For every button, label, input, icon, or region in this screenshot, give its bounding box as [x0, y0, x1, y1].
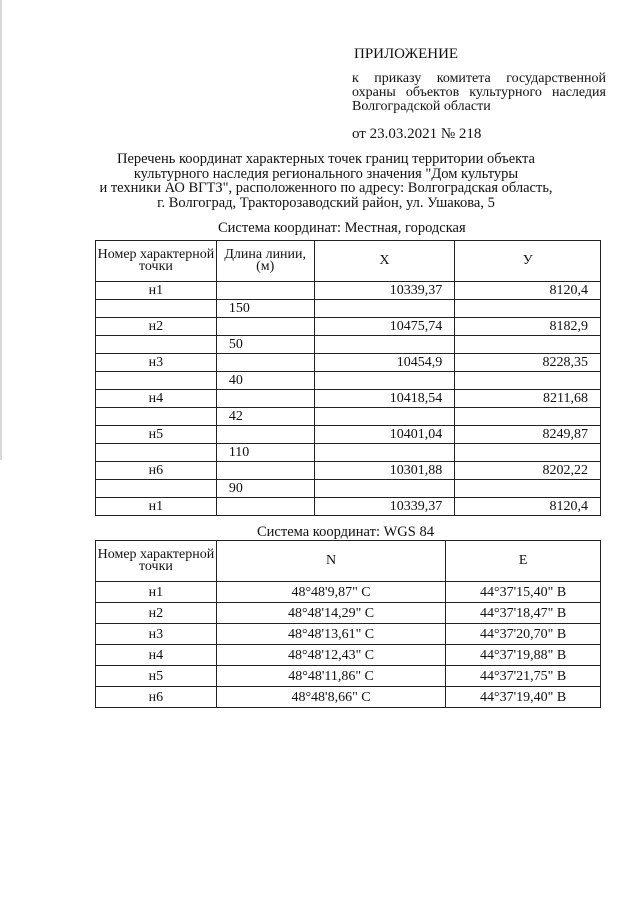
cell-length	[216, 282, 314, 300]
cell-point	[96, 480, 217, 498]
cell-y	[455, 372, 601, 390]
cell-point: н2	[96, 318, 217, 336]
cell-point: н3	[96, 624, 217, 645]
header-line-length: Длина линии, (м)	[216, 241, 314, 282]
cell-x: 10401,04	[314, 426, 455, 444]
table-header-row	[96, 241, 601, 282]
table-row	[96, 666, 601, 687]
cell-length: 150	[216, 300, 314, 318]
header-e: E	[446, 541, 601, 582]
local-system-caption: Система координат: Местная, городская	[218, 220, 466, 236]
table-row	[96, 354, 601, 372]
cell-length: 40	[216, 372, 314, 390]
cell-y	[455, 480, 601, 498]
table-row	[96, 336, 601, 354]
cell-point: н6	[96, 687, 217, 708]
cell-point: н4	[96, 390, 217, 408]
cell-point	[96, 372, 217, 390]
table-row	[96, 372, 601, 390]
table-row	[96, 480, 601, 498]
cell-point: н5	[96, 666, 217, 687]
cell-length	[216, 318, 314, 336]
cell-length	[216, 462, 314, 480]
header-y: У	[455, 241, 601, 282]
cell-x: 10475,74	[314, 318, 455, 336]
cell-n: 48°48'13,61" С	[216, 624, 445, 645]
cell-y	[455, 300, 601, 318]
cell-y	[455, 444, 601, 462]
cell-length	[216, 498, 314, 516]
cell-y	[455, 336, 601, 354]
cell-e: 44°37'19,40" В	[446, 687, 601, 708]
cell-e: 44°37'15,40" В	[446, 582, 601, 603]
cell-n: 48°48'14,29" С	[216, 603, 445, 624]
table-row	[96, 426, 601, 444]
cell-y: 8120,4	[455, 498, 601, 516]
cell-y: 8211,68	[455, 390, 601, 408]
table-row	[96, 444, 601, 462]
order-reference: к приказу комитета государственной охраны объектов культурного наследия Волгоградской области	[352, 71, 606, 114]
cell-x: 10301,88	[314, 462, 455, 480]
cell-n: 48°48'12,43" С	[216, 645, 445, 666]
cell-y: 8120,4	[455, 282, 601, 300]
table-row	[96, 582, 601, 603]
header-point-number: Номер характерной точки	[96, 241, 217, 282]
cell-length: 110	[216, 444, 314, 462]
cell-y: 8202,22	[455, 462, 601, 480]
cell-x	[314, 444, 455, 462]
table-row	[96, 462, 601, 480]
cell-point	[96, 408, 217, 426]
table-row	[96, 390, 601, 408]
cell-e: 44°37'18,47" В	[446, 603, 601, 624]
cell-length: 42	[216, 408, 314, 426]
cell-x: 10418,54	[314, 390, 455, 408]
cell-point	[96, 336, 217, 354]
cell-point	[96, 444, 217, 462]
cell-e: 44°37'19,88" В	[446, 645, 601, 666]
appendix-label: ПРИЛОЖЕНИЕ	[354, 46, 459, 62]
cell-point: н6	[96, 462, 217, 480]
cell-n: 48°48'11,86" С	[216, 666, 445, 687]
cell-point: н1	[96, 282, 217, 300]
cell-x: 10339,37	[314, 498, 455, 516]
cell-x	[314, 408, 455, 426]
table-row	[96, 300, 601, 318]
table-row	[96, 318, 601, 336]
table-row	[96, 603, 601, 624]
cell-point	[96, 300, 217, 318]
wgs-coordinates-table	[95, 540, 601, 708]
table-row	[96, 645, 601, 666]
cell-e: 44°37'20,70" В	[446, 624, 601, 645]
cell-y: 8249,87	[455, 426, 601, 444]
cell-e: 44°37'21,75" В	[446, 666, 601, 687]
cell-point: н5	[96, 426, 217, 444]
cell-x	[314, 300, 455, 318]
table-row	[96, 408, 601, 426]
cell-point: н4	[96, 645, 217, 666]
table-row	[96, 498, 601, 516]
cell-x	[314, 372, 455, 390]
header-x: X	[314, 241, 455, 282]
cell-y: 8182,9	[455, 318, 601, 336]
table-row	[96, 687, 601, 708]
header-n: N	[216, 541, 445, 582]
order-date: от 23.03.2021 № 218	[352, 126, 482, 142]
cell-n: 48°48'8,66" С	[216, 687, 445, 708]
table-row	[96, 282, 601, 300]
cell-point: н1	[96, 582, 217, 603]
cell-point: н3	[96, 354, 217, 372]
cell-length: 50	[216, 336, 314, 354]
wgs-system-caption: Система координат: WGS 84	[257, 524, 434, 540]
cell-y: 8228,35	[455, 354, 601, 372]
header-point-number: Номер характерной точки	[96, 541, 217, 582]
table-row	[96, 624, 601, 645]
local-coordinates-table	[95, 240, 601, 516]
cell-x	[314, 480, 455, 498]
cell-length	[216, 354, 314, 372]
cell-length	[216, 426, 314, 444]
scan-edge-mark	[0, 0, 2, 460]
cell-y	[455, 408, 601, 426]
cell-x: 10454,9	[314, 354, 455, 372]
cell-n: 48°48'9,87" С	[216, 582, 445, 603]
cell-length	[216, 390, 314, 408]
cell-x: 10339,37	[314, 282, 455, 300]
cell-x	[314, 336, 455, 354]
document-title: Перечень координат характерных точек границ территории объекта культурного наследия регионального значения "Дом культуры и техники АО ВГТЗ", расположенного по адресу: Волгоградская область, г. Волгоград, Тракторозаводский район, ул. Ушакова, 5	[99, 151, 553, 211]
cell-point: н2	[96, 603, 217, 624]
cell-length: 90	[216, 480, 314, 498]
cell-point: н1	[96, 498, 217, 516]
table-header-row	[96, 541, 601, 582]
